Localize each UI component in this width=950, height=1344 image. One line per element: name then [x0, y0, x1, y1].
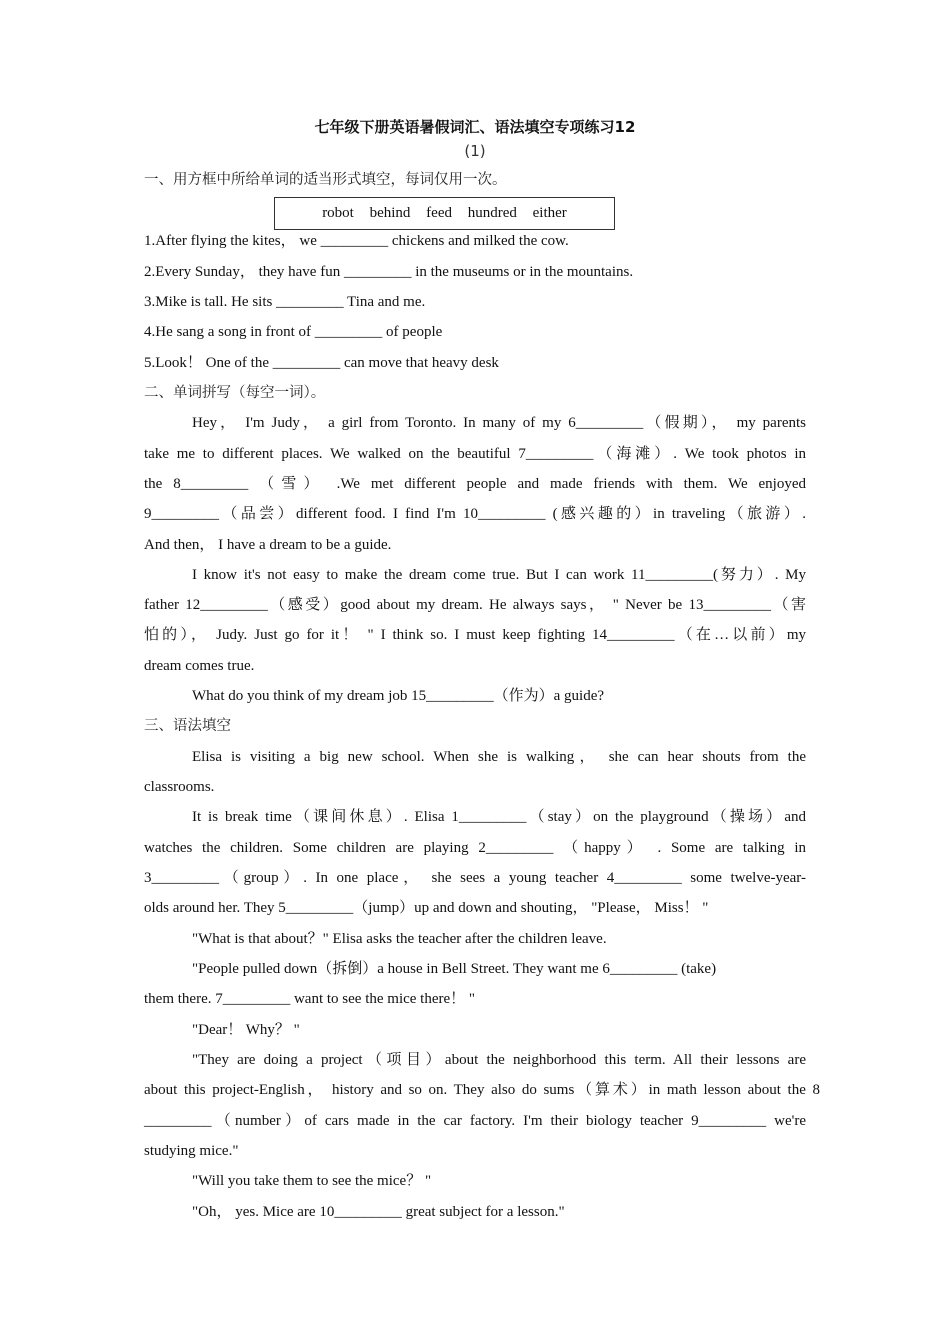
section2-line: I know it's not easy to make the dream come true. But I can work 11_________(努力）. My	[192, 567, 806, 583]
section3-line: olds around her. They 5_________（jump）up and down and shouting， "Please， Miss！ "	[144, 900, 709, 916]
section3-line: "What is that about？" Elisa asks the teacher after the children leave.	[192, 931, 607, 947]
section1-item-1: 1.After flying the kites， we _________ chickens and milked the cow.	[144, 233, 569, 249]
section3-line: "They are doing a project（项目）about the neighborhood this term. All their lessons are	[192, 1052, 806, 1068]
section2-line: And then， I have a dream to be a guide.	[144, 537, 392, 553]
section1-item-3: 3.Mike is tall. He sits _________ Tina and me.	[144, 294, 426, 310]
document-title: 七年级下册英语暑假词汇、语法填空专项练习12	[314, 118, 636, 136]
section1-item-5: 5.Look！ One of the _________ can move that heavy desk	[144, 355, 499, 371]
section2-line: 9_________（品尝）different food. I find I'm 10_________ (感兴趣的）in traveling（旅游）.	[144, 506, 806, 522]
section2-heading: 二、单词拼写（每空一词）。	[144, 385, 326, 401]
section3-line: It is break time（课间休息）. Elisa 1_________（stay）on the playground（操场）and	[192, 809, 806, 825]
section2-line: take me to different places. We walked on the beautiful 7_________（海滩）. We took photos in	[144, 446, 806, 462]
document-subtitle: (1)	[464, 142, 486, 160]
section2-line: What do you think of my dream job 15_________（作为）a guide?	[192, 688, 605, 704]
section1-item-4: 4.He sang a song in front of _________ of people	[144, 324, 443, 340]
section3-line: 3_________（group）. In one place， she sees a young teacher 4_________ some twelve-year-	[144, 870, 806, 886]
section3-line: classrooms.	[144, 779, 215, 795]
section2-line: the 8_________ （雪） .We met different people and made friends with them. We enjoyed	[144, 476, 806, 492]
section3-line: watches the children. Some children are playing 2_________ （happy） . Some are talking in	[144, 840, 806, 856]
section3-heading: 三、语法填空	[144, 718, 231, 734]
section3-line: "People pulled down（拆倒）a house in Bell Street. They want me 6_________ (take)	[192, 961, 717, 977]
section3-line: them there. 7_________ want to see the mice there！ "	[144, 991, 476, 1007]
section3-line: _________（number）of cars made in the car factory. I'm their biology teacher 9_________ we're	[144, 1113, 806, 1129]
section2-line: 怕的）， Judy. Just go for it！ " I think so. I must keep fighting 14_________（在…以前）my	[144, 627, 806, 643]
section1-heading: 一、用方框中所给单词的适当形式填空，每词仅用一次。	[144, 172, 507, 188]
section3-line: "Oh， yes. Mice are 10_________ great subject for a lesson."	[192, 1204, 565, 1220]
word-bank-box: robot behind feed hundred either	[274, 197, 615, 230]
section2-line: father 12_________（感受）good about my dream. He always says， " Never be 13_________（害	[144, 597, 806, 613]
section3-line: studying mice."	[144, 1143, 239, 1159]
section1-item-2: 2.Every Sunday， they have fun _________ in the museums or in the mountains.	[144, 264, 634, 280]
section2-line: dream comes true.	[144, 658, 255, 674]
section3-line: "Dear！ Why？ "	[192, 1022, 300, 1038]
section3-line: about this project-English， history and so on. They also do sums（算术）in math lesson about the 8	[144, 1082, 820, 1098]
section2-line: Hey， I'm Judy， a girl from Toronto. In many of my 6_________（假期）， my parents	[192, 415, 806, 431]
section3-line: "Will you take them to see the mice？ "	[192, 1173, 432, 1189]
section3-line: Elisa is visiting a big new school. When she is walking， she can hear shouts from the	[192, 749, 806, 765]
